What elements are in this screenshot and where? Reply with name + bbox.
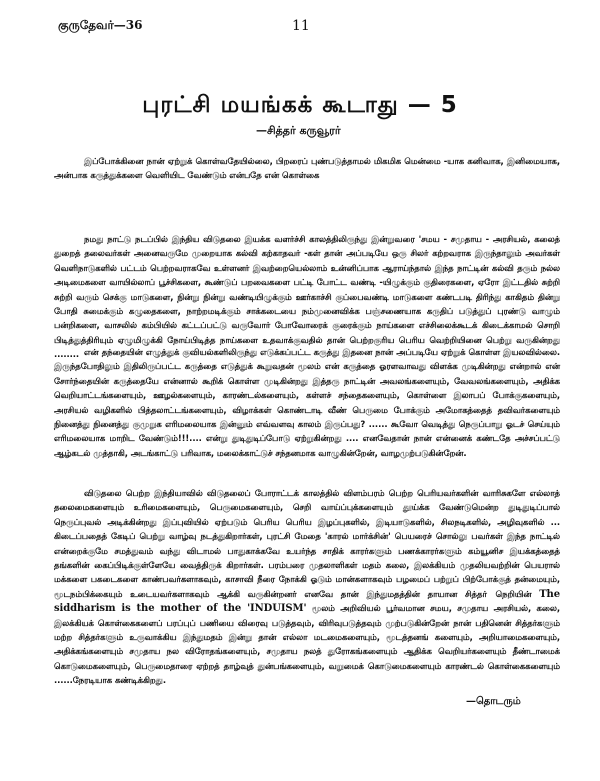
page-number: 11 bbox=[292, 18, 310, 34]
paragraph-3-text: என் தந்தையின் எழுத்துக் குவியல்களிலிருந்து எடுக்கப்பட்ட கருத்து இதனை நான் அப்படியே ஏற்றுக் கொள்ள இயலவில்லை. இருந்தபோதிலும் இதிலிருப்பட்ட கருத்தை எடுத்துக் கூறுவதன் மூலம் என் கருத்தை ஓரளவாவது விளக்க முடிகின்றது என்றால் என் சோர்ந்தையின் கருத்தையே என்னால் கூறிக் கொள்ள முடிகின்றது இத்தரு நாட்டின் அவலங்களையும், வேவலங்களையும், அதிக்க வெறியாட்டங்களையும், ஊழல்களையும், காரண்டல்களையும், கள்ளச் சந்தைகளையும், கொள்ளை இலாபப் போக்குகளையும், அரசியல் வழிகளில் பித்தலாட்டங்களையும், விழாக்கள் கொண்டாடி வீண் பெருமை போக்கும் அமோகத்தைத் தவிவர்களையும் நினைத்து நினைத்து குமுறுக எரிமலையாக இன்னும் எவ்வளவு காலம் இருப்பது? ...... கூவோ வெடித்து நெருப்பாறு ஓடச் செய்யும் எரிமலையாக மாறிட வேண்டும்!!!.... என்று துடிதுடிப்போடு ஏற்றுகின்றது .... எனவேதான் நான் என்னைக் கண்டதே அச்சப்பட்டு ஆழ்கடல் முத்தாகி, அடங்காட்டு பரிவாக, மலைக்காட்டுச் சந்தனமாக வாழுகின்றேன், வாழமுற்படுகின்றேன். bbox=[54, 348, 560, 459]
paragraph-4 bbox=[54, 487, 560, 689]
continues-marker: —தொடரும் bbox=[466, 696, 521, 707]
paragraph-4-english-quote: The siddharism is the mother of the 'INDUISM' bbox=[54, 588, 560, 615]
running-title: குருதேவர்—36 bbox=[58, 18, 143, 32]
paragraph-1 bbox=[54, 155, 560, 184]
paragraph-4-text-a: விடுதலை பெற்ற இந்தியாவில் விடுதலைப் போராட்டக் காலத்தில் விளம்பரம் பெற்ற பெரியவர்களின் வாரிசுகளே எல்லாத் தலைமைகளையும் உரிமைகளையும், பெருமைகளையும், செறி வாய்ப்புக்களையும் தூய்க்க வேண்டுமென்ற துடிதுடிப்பால் நெருப்புவல் அடிக்கின்றது இப்புவியில் ஏற்படும் பெரிய பெரிய இழப்புகளில், இடியாடுகளில், சிலநடிகளில், அழிவுகளில் ... கிடைப்பதைத் கேடிப் பெற்று வாழ்வு நடத்துகிறார்கள், புரட்சி மேதை 'காரல் மார்க்சின்' பெயரைச் சொல்லு பவர்கள் இந்த நாட்டில் என்றைக்குமே சமத்துவம் வந்து விடாமல் பாதுகாக்கவே உயர்ந்த சாதிக் காரர்களும் பணக்காரர்களும் கம்யூனிச இயக்கத்தைத் தங்களின் கைப்பிடிக்குள்ளேயே வைத்திருக் கிறார்கள். பரம்பரை முதலாளிகள் மதம் கலை, இலக்கியம் முதலியவற்றின் பெயரால் மக்களை பகடைகளை காண்பவர்களாகவும், காசாவி நீரை நோக்கி ஓடும் மான்களாகவும் பழமைப் பற்றுப் பிற்போக்குத் தன்மையும், மூடநம்பிக்கையும் உடையவர்களாகவும் ஆக்கி வருகின்றனர் எனவே தான் இந்துமதத்தின் தாயான சித்தா் நெறியின் bbox=[54, 489, 560, 600]
article-author: —சித்தர் கருவூரர் bbox=[256, 124, 341, 137]
paragraph-4-text-b: மூலம் அறிவியல் பூர்வமான சமய, சமுதாய அரசியல், கலை, இலக்கியக் கொள்கைகளைப் பரப்புப் பணியை விரைவு படுத்தவும், விரிவுபடுத்தவும் முற்படுகின்றேன் நான் பதினென் சித்தர்களும் மற்ற சித்தர்களும் உருவாக்கிய இந்துமதம் இன்று தான் எல்லா மடமைகளையும், மூடத்தனங் களையும், அறியாமைகளையும், அதிக்கங்களையும் சமுதாய நல விரோதங்களையும், சமுதாய நலத் துரோகங்களையும் ஆதிக்க வெறியர்களையும் தீண்டாமைக் கொடுமைகளையும், பெருமைதாரை ஏற்றத் தாழ்வுத் துன்பங்களையும், வறுமைக் கொடுமைகளையும் காரண்டல் கொள்கைகளையும் ......நேரடியாக கண்டிக்கிறது. bbox=[54, 604, 560, 687]
paragraph-1-text: இப்போக்கினை நான் ஏற்றுக் கொள்வதேயில்லை, பிறரைப் புண்படுத்தாமல் மிகமிக மென்மை -யாக கனிவாக, இனிமையாக, அன்பாக கருத்துக்களை வெளியிட வேண்டும் என்பதே என் கொள்கை bbox=[54, 157, 560, 182]
paragraph-3 bbox=[54, 346, 560, 461]
article-title: புரட்சி மயங்கக் கூடாது — 5 bbox=[142, 92, 458, 118]
paragraph-2-text: நமது நாட்டு நடப்பில் இந்திய விடுதலை இயக்க வளர்ச்சி காலத்திலிருந்து இன்றுவரை 'சமய - சமுதாய - அரசியல், கலைத் துறைத் தலைவர்கள் அனைவருமே முறையாக கல்வி கற்காதவர் -கள் தான் அப்படியே ஒரு சிலர் கற்றவராக இருந்தாலும் அவர்கள் வெளிநாடுகளில் பட்டம் பெற்றவராகவே உள்ளனர் இவற்றையெல்லாம் உன்னிப்பாக ஆராய்ந்தால் இந்த நாட்டின் கல்வி தரும் நல்ல அடிமைகளை வாயில்லாப் பூச்சிகளை, கூண்டுப் பறவைகளை பட்டி போட்ட வண்டி -யிழுக்கும் குதிரைகளை, ஏரோ இட்டதில் சுற்றி சுற்றி வரும் செக்கு மாடுகளை, நின்று நின்று வண்டியிழுக்கும் ஊர்காச்சி குப்பைவண்டி மாடுகளை கண்டபடி திரிந்து காகிதம் தின்று போதி சுமைக்கும் கழுதைகளை, நாற்றமடிக்கும் சாக்கடையை நம்முனைவிக்க பஞ்சணையாக கருதிப் படுத்துப் புரண்டு வாழும் பன்றிகளை, வாசலில் கம்பியில் கட்டப்பட்டு வருவோர் போவோரைக் குரைக்கும் நாய்களை எச்சிலைக்கூடக் கிடைக்காமல் சொறி பிடித்துத்திரியும் ஏழுமிழுக்கி நோய்பிடித்த நாய்களை உதவாக்குவதில் தான் பெற்றகுரிய பெரிய வெற்றியினை பெற்று வருகின்றது ........ bbox=[54, 235, 560, 361]
paragraph-2 bbox=[54, 233, 560, 363]
